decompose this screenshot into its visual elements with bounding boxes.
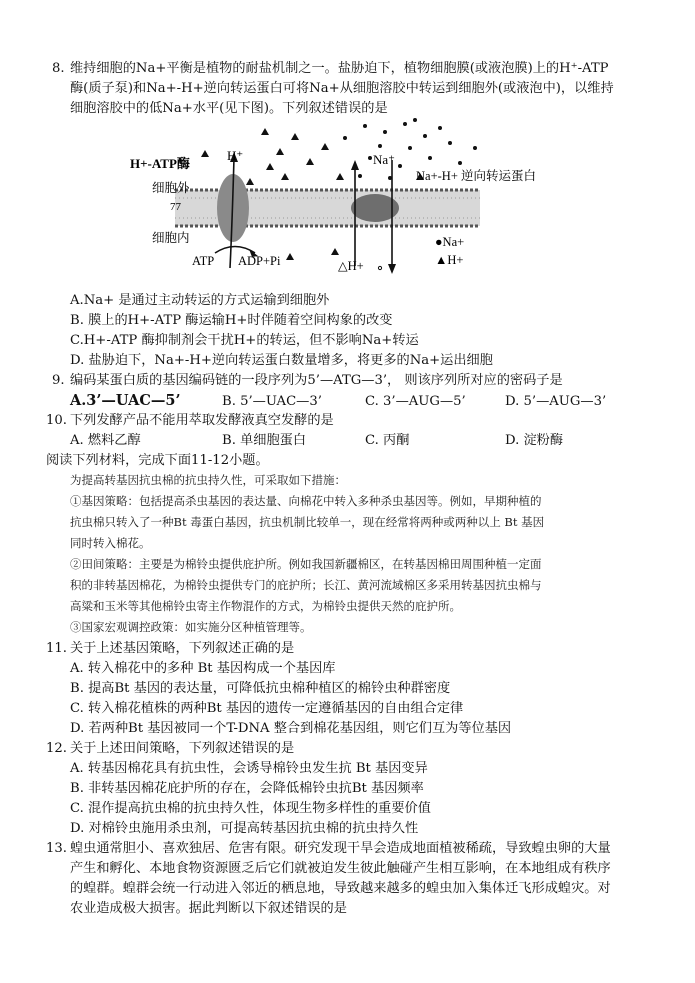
- question-stem: 编码某蛋白质的基因编码链的一段序列为5’—ATG—3’， 则该序列所对应的密码子是: [70, 373, 563, 388]
- option-c: C. 3’—AUG—5’: [365, 394, 466, 409]
- atp-hydrolysis-arrow: [215, 247, 255, 254]
- membrane-transport-figure: [130, 118, 536, 288]
- option-a: A.3’—UAC—5’: [70, 392, 181, 409]
- outside-label: 细胞外: [152, 181, 190, 195]
- question-number: 9.: [52, 373, 65, 388]
- adp-label: ADP+Pi: [238, 254, 281, 268]
- reading-paragraph: 积的非转基因棉花，为棉铃虫提供专门的庇护所；长江、黄河流域棉区多采用转基因抗虫棉与: [70, 578, 542, 592]
- option-d: D. 若两种Bt 基因被同一个T-DNA 整合到棉花基因组，则它们互为等位基因: [70, 721, 512, 736]
- option-b: B. 单细胞蛋白: [222, 433, 307, 448]
- h-bottom-label: △H+: [338, 259, 364, 273]
- question-stem-line: 蝗虫通常胆小、喜欢独居、危害有限。研究发现干旱会造成地面植被稀疏，导致蝗虫卵的大量: [70, 841, 611, 856]
- option-d: D. 盐胁迫下，Na+-H+逆向转运蛋白数量增多，将更多的Na+运出细胞: [70, 353, 493, 368]
- reading-paragraph: ②田间策略：主要是为棉铃虫提供庇护所。例如我国新疆棉区，在转基因棉田周围种植一定面: [70, 557, 542, 571]
- question-stem-line: 维持细胞的Na+平衡是植物的耐盐机制之一。盐胁迫下，植物细胞膜(或液泡膜)上的H⁺-ATP: [70, 61, 609, 76]
- option-d: D. 淀粉酶: [505, 433, 564, 448]
- question-stem-line: 的蝗群。蝗群会统一行动进入邻近的栖息地，导致越来越多的蝗虫加入集体迁飞形成蝗灾。对: [70, 881, 611, 896]
- question-number: 13.: [46, 841, 67, 856]
- option-c: C. 丙酮: [365, 433, 410, 448]
- h-top-label: H⁺: [227, 148, 244, 163]
- membrane-number-label: 77: [170, 201, 181, 213]
- question-stem: 关于上述田间策略，下列叙述错误的是: [70, 741, 295, 756]
- pump-label: H+-ATP酶: [130, 156, 190, 171]
- legend-h: ▲H+: [435, 253, 464, 267]
- question-stem-line: 产生和孵化、本地食物资源匮乏后它们就被迫发生彼此触碰产生相互影响，在本地组成有秩序: [70, 861, 611, 876]
- option-b: B. 提高Bt 基因的表达量，可降低抗虫棉种植区的棉铃虫种群密度: [70, 681, 451, 696]
- reading-paragraph: 抗虫棉只转入了一种Bt 毒蛋白基因，抗虫机制比较单一，现在经常将两种或两种以上 Bt 基因: [70, 515, 545, 529]
- option-d: D. 对棉铃虫施用杀虫剂，可提高转基因抗虫棉的抗虫持久性: [70, 821, 419, 836]
- option-b: B. 非转基因棉花庇护所的存在，会降低棉铃虫抗Bt 基因频率: [70, 781, 424, 796]
- na-top-label: Na⁺: [373, 152, 396, 167]
- question-number: 10.: [46, 413, 67, 428]
- option-c: C.H+-ATP 酶抑制剂会干扰H+的转运，但不影响Na+转运: [70, 333, 419, 348]
- reading-paragraph: ①基因策略：包括提高杀虫基因的表达量、向棉花中转入多种杀虫基因等。例如，早期种植的: [70, 494, 542, 508]
- option-c: C. 转入棉花植株的两种Bt 基因的遗传一定遵循基因的自由组合定律: [70, 701, 464, 716]
- question-stem-line: 酶(质子泵)和Na+-H+逆向转运蛋白可将Na+从细胞溶胶中转运到细胞外(或液泡中)，以维持: [70, 81, 614, 96]
- question-number: 12.: [46, 741, 67, 756]
- question-number: 8.: [52, 61, 65, 76]
- inside-label: 细胞内: [152, 231, 190, 245]
- question-stem-line: 细胞溶胶中的低Na+水平(见下图)。下列叙述错误的是: [70, 101, 388, 116]
- question-stem: 关于上述基因策略，下列叙述正确的是: [70, 641, 295, 656]
- option-b: B. 5’—UAC—3’: [222, 394, 322, 409]
- option-d: D. 5’—AUG—3’: [505, 394, 607, 409]
- reading-paragraph: 同时转入棉花。: [70, 536, 151, 550]
- option-b: B. 膜上的H+-ATP 酶运输H+时伴随着空间构象的改变: [70, 313, 393, 328]
- reading-paragraph: 高粱和玉米等其他棉铃虫寄主作物混作的方式，为棉铃虫提供天然的庇护所。: [70, 599, 461, 613]
- question-stem: 下列发酵产品不能用萃取发酵液真空发酵的是: [70, 413, 334, 428]
- legend-na: ●Na+: [435, 235, 465, 249]
- option-a: A. 转基因棉花具有抗虫性，会诱导棉铃虫发生抗 Bt 基因变异: [70, 761, 428, 776]
- reading-paragraph: 为提高转基因抗虫棉的抗虫持久性，可采取如下措施：: [70, 473, 346, 487]
- antiporter-label: Na+-H+ 逆向转运蛋白: [416, 169, 536, 183]
- atp-label: ATP: [192, 254, 215, 268]
- option-a: A. 燃料乙醇: [70, 433, 141, 448]
- reading-paragraph: ③国家宏观调控政策：如实施分区种植管理等。: [70, 620, 312, 634]
- question-number: 11.: [46, 641, 67, 656]
- reading-intro: 阅读下列材料，完成下面11-12小题。: [46, 453, 269, 468]
- question-stem-line: 农业造成极大损害。据此判断以下叙述错误的是: [70, 901, 347, 916]
- option-a: A. 转入棉花中的多种 Bt 基因构成一个基因库: [70, 661, 336, 676]
- option-c: C. 混作提高抗虫棉的抗虫持久性，体现生物多样性的重要价值: [70, 801, 431, 816]
- option-a: A.Na+ 是通过主动转运的方式运输到细胞外: [70, 293, 330, 308]
